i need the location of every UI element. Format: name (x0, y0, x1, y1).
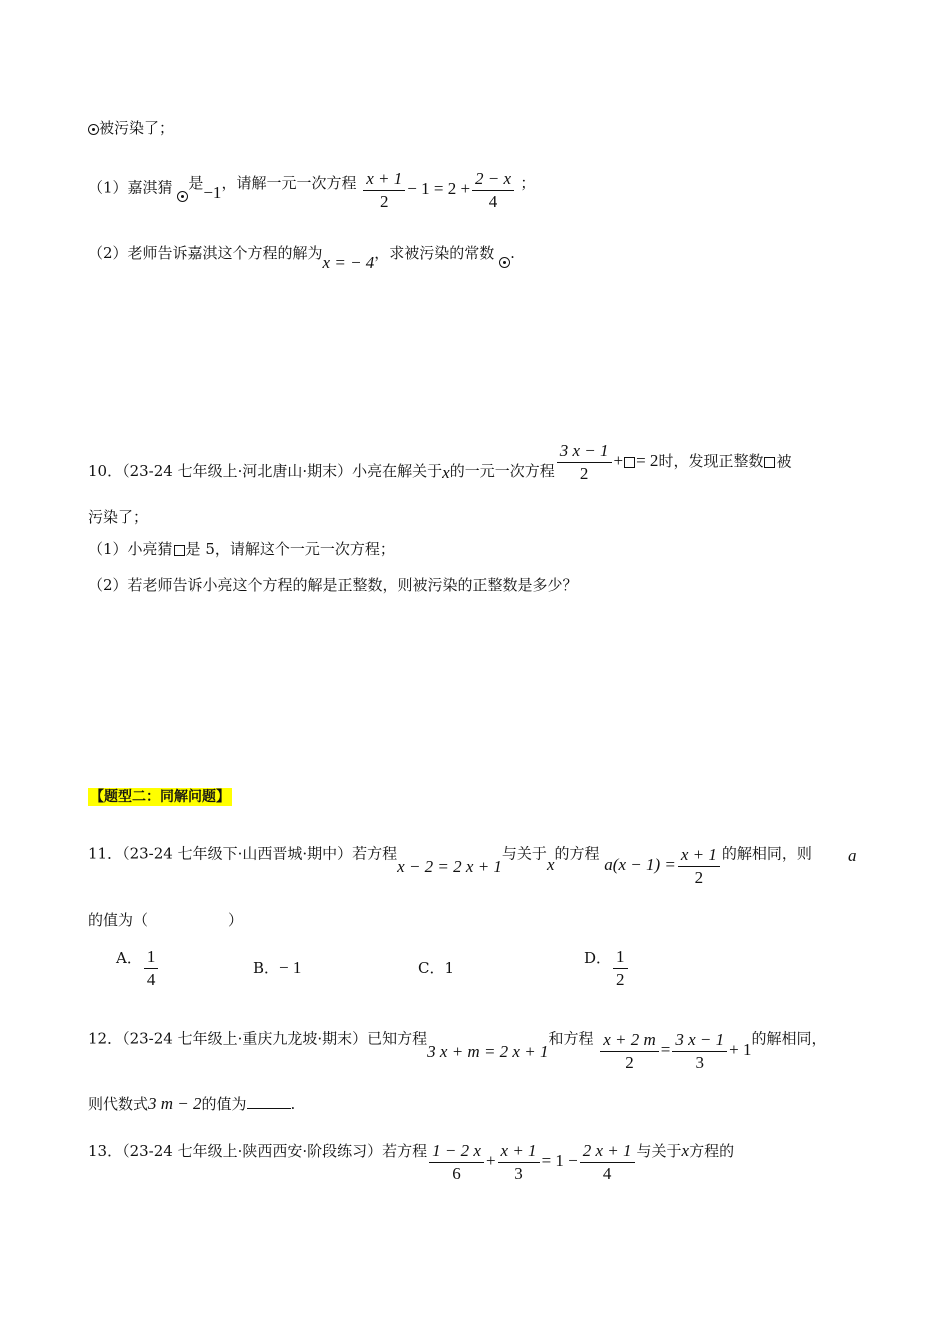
frac-numerator: 1 (613, 946, 628, 969)
option-b-value: − 1 (279, 958, 302, 977)
p10-eq-plus: + (613, 451, 624, 471)
frac-denominator: 4 (146, 970, 156, 989)
frac-numerator: 1 (144, 946, 159, 969)
p10-text2: 时，发现正整数 (658, 452, 764, 471)
p12-number: 12． (88, 1029, 123, 1048)
p11-eq2 (604, 845, 722, 887)
p11-number: 11． (88, 844, 123, 863)
frac-denominator: 3 (514, 1164, 523, 1183)
p12-source: （23-24 七年级上·重庆九龙坡·期末）已知方程 (122, 1029, 428, 1048)
frac-numerator: x + 1 (363, 168, 405, 191)
p11-line2-close: ） (228, 911, 244, 929)
p9-q2-text: ，求被污染的常数 (374, 244, 495, 262)
option-c[interactable] (418, 957, 454, 978)
p11-line2: 的值为（ (88, 911, 149, 929)
p13-text2: 方程的 (689, 1142, 735, 1161)
p13-source: （23-24 七年级上·陕西西安·阶段练习）若方程 (122, 1142, 428, 1161)
p11-var: x (546, 855, 555, 875)
smudge-dot-icon (88, 124, 99, 135)
p10-equation (555, 441, 659, 483)
frac-numerator: 2 x + 1 (580, 1140, 635, 1163)
p13-frac1 (429, 1140, 484, 1185)
smudge-dot-icon (499, 257, 510, 268)
p12-line2-suffix: 的值为 (201, 1095, 247, 1113)
p10-text1: 的一元一次方程 (449, 462, 555, 481)
p12-expr: 3 m − 2 (148, 1094, 202, 1113)
frac-numerator: x + 1 (678, 844, 720, 867)
frac-numerator: 3 x − 1 (557, 440, 612, 463)
p12-eq2 (598, 1030, 752, 1072)
frac-numerator: 2 − x (472, 168, 514, 191)
p10-sub-1 (88, 539, 395, 559)
p9-q1-value: −1 (203, 183, 222, 203)
p10-eq-rest: = 2 (636, 451, 659, 471)
p13-text1: 与关于 (636, 1142, 682, 1161)
p12-line-1 (88, 1017, 827, 1072)
option-a-frac (144, 946, 159, 991)
p11-text1: 与关于 (501, 844, 547, 863)
p10-source: （23-24 七年级上·河北唐山·期末）小亮在解关于 (122, 462, 443, 481)
p10-sub-2: （2）若老师告诉小亮这个方程的解是正整数，则被污染的正整数是多少？ (88, 576, 578, 594)
option-d[interactable] (584, 946, 630, 991)
p13-var: x (681, 1141, 690, 1161)
p9-q1-text: ，请解一元一次方程 (221, 174, 357, 193)
option-a[interactable] (116, 946, 160, 991)
p9-q1-end: ； (520, 174, 536, 193)
p12-line-2 (88, 1094, 295, 1114)
p11-eq2-left: a(x − 1) = (604, 855, 676, 875)
p13-frac3 (580, 1140, 635, 1185)
p10-text3: 被 (776, 452, 792, 471)
frac-denominator: 4 (488, 192, 498, 211)
answer-blank[interactable] (247, 1094, 291, 1109)
p13-eq-mid: = 1 − (541, 1151, 578, 1171)
p9-q1-frac2 (472, 168, 514, 213)
frac-numerator: 3 x − 1 (672, 1029, 727, 1052)
smudge-square-icon (174, 545, 185, 556)
p9-q1-prefix: （1）嘉淇猜 (88, 178, 173, 197)
p13-plus: + (485, 1151, 496, 1171)
p10-sub1-suffix: 是 5，请解这个一元一次方程； (185, 540, 395, 558)
p9-question-1 (88, 166, 535, 216)
frac-denominator: 2 (625, 1053, 634, 1072)
p11-text3: 的解相同，则 (721, 844, 812, 863)
frac-denominator: 2 (579, 464, 589, 483)
p11-line-2 (88, 910, 243, 930)
p9-q2-prefix: （2）老师告诉嘉淇这个方程的解为 (88, 244, 323, 262)
frac-denominator: 2 (616, 970, 625, 989)
option-a-label: A． (116, 948, 142, 967)
frac-numerator: x + 2 m (600, 1029, 659, 1052)
p12-eq1: 3 x + m = 2 x + 1 (427, 1042, 549, 1062)
frac-denominator: 4 (602, 1164, 612, 1183)
p10-sub1-prefix: （1）小亮猜 (88, 540, 173, 558)
section-title (88, 786, 232, 807)
p10-number: 10． (88, 462, 123, 481)
p9-q1-equation (361, 169, 520, 211)
frac-denominator: 2 (694, 868, 704, 887)
p13-equation (427, 1141, 636, 1183)
p13-line-1 (88, 1140, 734, 1190)
option-d-label: D． (584, 948, 612, 967)
p11-eq1: x − 2 = 2 x + 1 (397, 857, 502, 877)
smudge-square-icon (764, 457, 775, 468)
p9-q1-eq-mid: − 1 = 2 + (407, 179, 471, 199)
option-b[interactable] (253, 957, 301, 978)
frac-numerator: x + 1 (498, 1140, 540, 1163)
p10-line-1 (88, 440, 791, 486)
p11-eq2-frac (678, 844, 720, 889)
p9-intro-line (88, 118, 174, 138)
frac-denominator: 2 (380, 192, 389, 211)
p13-frac2 (498, 1140, 540, 1185)
option-d-frac (613, 946, 628, 991)
p12-frac2 (672, 1029, 727, 1074)
p9-q1-is: 是 (188, 174, 204, 193)
section-title-text: 【题型二：同解问题】 (90, 789, 230, 805)
smudge-square-icon (624, 457, 635, 468)
p10-line-2: 污染了； (88, 508, 149, 526)
p10-frac (557, 440, 612, 485)
p12-text2: 的解相同， (751, 1029, 827, 1048)
p10-var: x (442, 463, 450, 483)
option-c-label: C． (418, 959, 445, 977)
p12-frac1 (600, 1029, 659, 1074)
p12-line2-prefix: 则代数式 (88, 1095, 149, 1113)
p11-text2: 的方程 (554, 844, 600, 863)
p12-line2-end: . (290, 1095, 296, 1113)
p12-text1: 和方程 (548, 1029, 594, 1048)
frac-denominator: 6 (452, 1164, 461, 1183)
p9-question-2 (88, 243, 515, 272)
p9-q2-solution: x = − 4 (322, 253, 375, 272)
option-b-label: B． (253, 959, 280, 977)
p11-line-1 (88, 832, 812, 887)
p9-q2-end: . (510, 244, 515, 262)
p12-eq-tail: + 1 (729, 1040, 752, 1060)
p13-number: 13． (88, 1142, 123, 1161)
p9-intro-tail: 被污染了； (99, 119, 175, 137)
p11-source: （23-24 七年级下·山西晋城·期中）若方程 (122, 844, 398, 863)
p9-q1-frac1 (363, 168, 405, 213)
p11-var-a: a (848, 846, 857, 865)
frac-numerator: 1 − 2 x (429, 1140, 484, 1163)
frac-denominator: 3 (695, 1053, 705, 1072)
smudge-dot-icon (177, 191, 188, 202)
p12-eq-mid: = (660, 1040, 671, 1060)
option-c-value: 1 (444, 959, 455, 977)
